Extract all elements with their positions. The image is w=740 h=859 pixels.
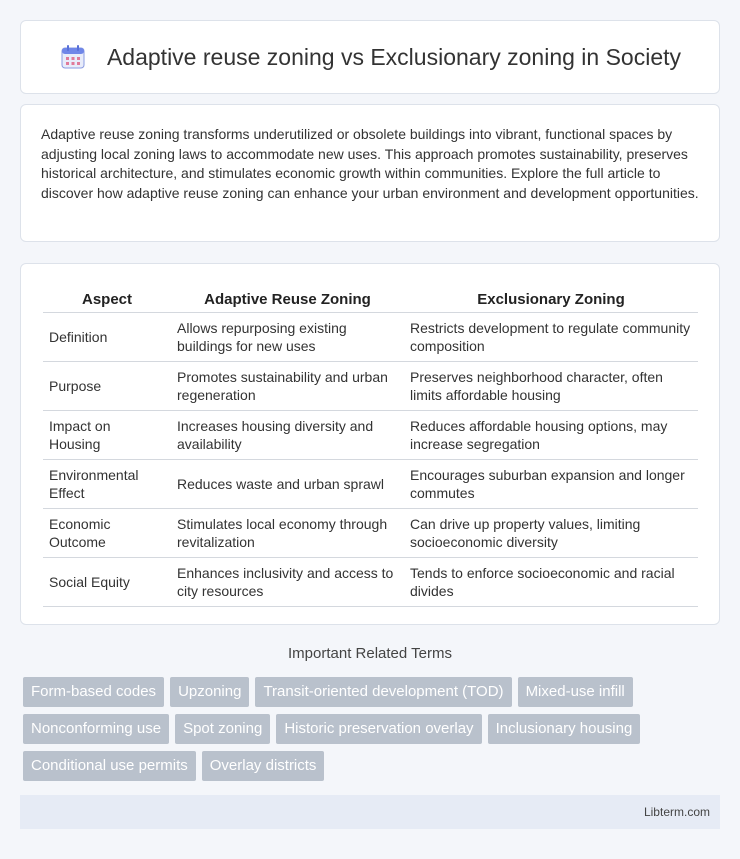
table-cell: Environmental Effect — [43, 459, 171, 508]
table-cell: Enhances inclusivity and access to city resources — [171, 557, 404, 606]
table-cell: Definition — [43, 312, 171, 361]
table-cell: Increases housing diversity and availability — [171, 410, 404, 459]
table-row — [43, 459, 698, 508]
table-cell: Restricts development to regulate community composition — [404, 312, 698, 361]
table-cell: Promotes sustainability and urban regeneration — [171, 361, 404, 410]
table-cell: Can drive up property values, limiting socioeconomic diversity — [404, 508, 698, 557]
footer-site-link[interactable]: Libterm.com — [643, 805, 710, 819]
comparison-table — [43, 284, 698, 607]
table-cell: Tends to enforce socioeconomic and racial divides — [404, 557, 698, 606]
related-term-tag[interactable]: Upzoning — [170, 677, 249, 707]
table-row — [43, 361, 698, 410]
related-terms-list — [23, 677, 723, 788]
table-cell: Preserves neighborhood character, often limits affordable housing — [404, 361, 698, 410]
table-cell: Economic Outcome — [43, 508, 171, 557]
related-term-tag[interactable]: Nonconforming use — [23, 714, 169, 744]
table-header-row — [43, 284, 698, 312]
intro-card — [20, 104, 720, 242]
footer — [20, 795, 720, 829]
table-cell: Encourages suburban expansion and longer commutes — [404, 459, 698, 508]
table-row — [43, 508, 698, 557]
table-cell: Social Equity — [43, 557, 171, 606]
related-term-tag[interactable]: Form-based codes — [23, 677, 164, 707]
related-term-tag[interactable]: Conditional use permits — [23, 751, 196, 781]
table-cell: Purpose — [43, 361, 171, 410]
table-row — [43, 410, 698, 459]
related-term-tag[interactable]: Inclusionary housing — [488, 714, 641, 744]
table-cell: Allows repurposing existing buildings for new uses — [171, 312, 404, 361]
related-terms-title: Important Related Terms — [288, 645, 452, 662]
intro-text: Adaptive reuse zoning transforms underutilized or obsolete buildings into vibrant, functional spaces by adjusting local zoning laws to accommodate new uses. This approach promotes sustainability, preserves historical architecture, and stimulates economic growth within communities. Explore the full article to discover how adaptive reuse zoning can enhance your urban environment and development opportunities. — [41, 126, 699, 201]
column-header-adaptive: Adaptive Reuse Zoning — [171, 284, 404, 312]
header-card — [20, 20, 720, 94]
related-term-tag[interactable]: Spot zoning — [175, 714, 270, 744]
table-cell: Stimulates local economy through revitalization — [171, 508, 404, 557]
related-term-tag[interactable]: Transit-oriented development (TOD) — [255, 677, 511, 707]
comparison-table-card — [20, 263, 720, 625]
table-row — [43, 312, 698, 361]
page-title: Adaptive reuse zoning vs Exclusionary zoning in Society — [106, 43, 682, 70]
calendar-icon — [59, 43, 87, 71]
table-row — [43, 557, 698, 606]
related-term-tag[interactable]: Mixed-use infill — [518, 677, 633, 707]
table-cell: Reduces affordable housing options, may increase segregation — [404, 410, 698, 459]
column-header-aspect: Aspect — [43, 284, 171, 312]
column-header-exclusionary: Exclusionary Zoning — [404, 284, 698, 312]
related-term-tag[interactable]: Overlay districts — [202, 751, 325, 781]
table-cell: Impact on Housing — [43, 410, 171, 459]
table-cell: Reduces waste and urban sprawl — [171, 459, 404, 508]
related-term-tag[interactable]: Historic preservation overlay — [276, 714, 481, 744]
